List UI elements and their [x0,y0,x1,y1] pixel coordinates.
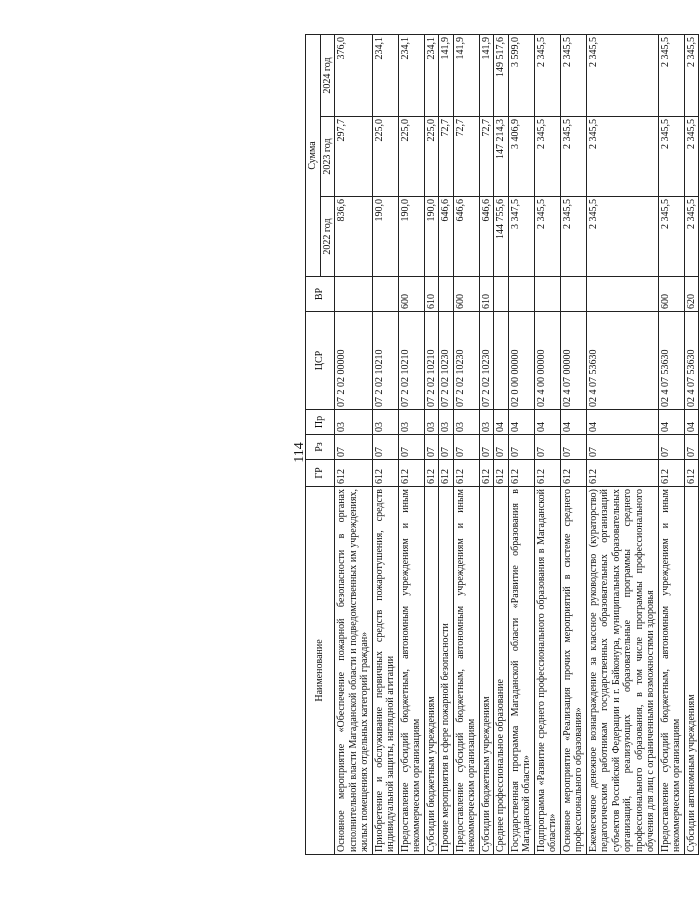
cell-vr [508,277,534,312]
cell-y2024: 234,1 [424,35,439,117]
cell-y2024: 2 345,5 [658,35,684,117]
cell-y2023: 2 345,5 [560,117,586,197]
cell-gr: 612 [560,460,586,487]
cell-name: Субсидии бюджетным учреждениям [424,487,439,855]
cell-vr [534,277,560,312]
cell-y2023: 2 345,5 [534,117,560,197]
cell-pr: 04 [560,410,586,435]
table-row [560,35,586,855]
cell-name: Предоставление субсидий бюджетным, автономным учреждениям и иным некоммерческим организациям [453,487,479,855]
cell-vr [560,277,586,312]
cell-rz: 07 [508,435,534,460]
header-2022: 2022 год [320,197,335,277]
cell-pr: 03 [439,410,454,435]
cell-name: Государственная программа Магаданской области «Развитие образования в Магаданской области» [508,487,534,855]
cell-pr: 03 [398,410,424,435]
cell-y2022: 144 755,6 [494,197,509,277]
cell-pr: 03 [479,410,494,435]
cell-rz: 07 [479,435,494,460]
cell-csr: 07 2 02 10230 [453,312,479,410]
cell-y2022: 2 345,5 [586,197,658,277]
cell-y2022: 646,6 [479,197,494,277]
table-row [439,35,454,855]
cell-y2023: 72,7 [479,117,494,197]
cell-y2023: 3 406,9 [508,117,534,197]
cell-pr: 04 [534,410,560,435]
cell-y2024: 141,9 [453,35,479,117]
cell-pr: 03 [335,410,373,435]
table-row [684,35,699,855]
table-row [424,35,439,855]
cell-y2022: 190,0 [424,197,439,277]
cell-name: Предоставление субсидий бюджетным, автономным учреждениям и иным некоммерческим организациям [398,487,424,855]
cell-rz: 07 [335,435,373,460]
table-row [508,35,534,855]
cell-rz: 07 [586,435,658,460]
cell-gr: 612 [479,460,494,487]
cell-y2023: 147 214,3 [494,117,509,197]
cell-y2024: 2 345,5 [534,35,560,117]
cell-gr: 612 [335,460,373,487]
cell-vr: 620 [684,277,699,312]
cell-y2024: 141,9 [439,35,454,117]
table-header [306,35,335,855]
table-row [372,35,398,855]
cell-y2023: 297,7 [335,117,373,197]
cell-gr: 612 [453,460,479,487]
cell-y2024: 234,1 [372,35,398,117]
cell-gr: 612 [424,460,439,487]
cell-y2024: 234,1 [398,35,424,117]
cell-vr [494,277,509,312]
cell-vr [372,277,398,312]
cell-rz: 07 [424,435,439,460]
table-row [586,35,658,855]
cell-vr: 610 [479,277,494,312]
cell-gr: 612 [372,460,398,487]
header-gr: ГР [306,460,335,487]
cell-name: Прочие мероприятия в сфере пожарной безопасности [439,487,454,855]
cell-y2024: 141,9 [479,35,494,117]
header-2023: 2023 год [320,117,335,197]
cell-gr: 612 [508,460,534,487]
cell-name: Основное мероприятие «Реализация прочих мероприятий в системе среднего профессионального образования» [560,487,586,855]
cell-y2022: 2 345,5 [684,197,699,277]
header-vr: ВР [306,277,335,312]
cell-y2023: 2 345,5 [586,117,658,197]
cell-vr [439,277,454,312]
table-body [335,35,699,855]
cell-rz: 07 [398,435,424,460]
cell-vr [335,277,373,312]
cell-y2022: 646,6 [439,197,454,277]
cell-pr: 04 [508,410,534,435]
cell-y2024: 2 345,5 [684,35,699,117]
budget-table [305,34,699,855]
page-number: 114 [292,442,307,463]
cell-gr: 612 [534,460,560,487]
table-row [335,35,373,855]
header-name: Наименование [306,487,335,855]
cell-y2023: 225,0 [424,117,439,197]
cell-csr: 02 0 00 00000 [508,312,534,410]
cell-pr: 04 [494,410,509,435]
header-rz: Рз [306,435,335,460]
cell-y2023: 225,0 [372,117,398,197]
cell-name: Субсидии автономным учреждениям [684,487,699,855]
cell-pr: 04 [684,410,699,435]
cell-y2023: 2 345,5 [658,117,684,197]
cell-csr: 02 4 07 53630 [586,312,658,410]
cell-y2024: 2 345,5 [586,35,658,117]
table-row [534,35,560,855]
cell-csr: 07 2 02 10210 [398,312,424,410]
cell-y2022: 190,0 [372,197,398,277]
header-2024: 2024 год [320,35,335,117]
cell-rz: 07 [453,435,479,460]
cell-gr: 612 [439,460,454,487]
cell-csr: 02 4 00 00000 [534,312,560,410]
cell-name: Основное мероприятие «Обеспечение пожарной безопасности в органах исполнительной власти Магаданской области и подведомственных им учреждениях, жилых помещениях отдельных категорий граждан» [335,487,373,855]
cell-y2022: 2 345,5 [534,197,560,277]
cell-y2023: 225,0 [398,117,424,197]
cell-rz: 07 [439,435,454,460]
cell-y2022: 646,6 [453,197,479,277]
cell-rz: 07 [658,435,684,460]
cell-gr: 612 [586,460,658,487]
cell-pr: 03 [372,410,398,435]
cell-vr [586,277,658,312]
cell-csr: 07 2 02 10230 [479,312,494,410]
table-row [479,35,494,855]
cell-y2022: 2 345,5 [658,197,684,277]
cell-y2024: 149 517,6 [494,35,509,117]
cell-pr: 04 [586,410,658,435]
cell-rz: 07 [684,435,699,460]
table-row [453,35,479,855]
cell-rz: 07 [534,435,560,460]
cell-csr [494,312,509,410]
cell-pr: 04 [658,410,684,435]
table-row [398,35,424,855]
cell-y2022: 3 347,5 [508,197,534,277]
cell-y2022: 2 345,5 [560,197,586,277]
cell-csr: 02 4 07 53630 [684,312,699,410]
cell-vr: 600 [398,277,424,312]
cell-name: Среднее профессиональное образование [494,487,509,855]
cell-csr: 07 2 02 10230 [439,312,454,410]
cell-y2024: 376,0 [335,35,373,117]
table-row [658,35,684,855]
cell-vr: 600 [453,277,479,312]
cell-name: Предоставление субсидий бюджетным, автономным учреждениям и иным некоммерческим организациям [658,487,684,855]
cell-csr: 07 2 02 10210 [424,312,439,410]
cell-name: Приобретение и обслуживание первичных средств пожаротушения, средств индивидуальной защиты, наглядной агитации [372,487,398,855]
header-csr: ЦСР [306,312,335,410]
header-pr: Пр [306,410,335,435]
cell-y2022: 836,6 [335,197,373,277]
cell-y2022: 190,0 [398,197,424,277]
cell-csr: 07 2 02 00000 [335,312,373,410]
cell-pr: 03 [453,410,479,435]
cell-csr: 07 2 02 10210 [372,312,398,410]
cell-gr: 612 [658,460,684,487]
cell-y2024: 3 599,0 [508,35,534,117]
cell-y2024: 2 345,5 [560,35,586,117]
cell-gr: 612 [684,460,699,487]
cell-rz: 07 [494,435,509,460]
cell-y2023: 72,7 [439,117,454,197]
cell-rz: 07 [372,435,398,460]
cell-name: Ежемесячное денежное вознаграждение за классное руководство (кураторство) педагогическим работникам государственных образовательных организаций субъектов Российской Федерации и г. Байконура, муниципальных образовательных организаций, реализующих образовательные программы среднего профессионального образования, в том числе программы профессионального обучения для лиц с ограниченными возможностями здоровья [586,487,658,855]
cell-y2023: 72,7 [453,117,479,197]
cell-pr: 03 [424,410,439,435]
cell-rz: 07 [560,435,586,460]
cell-vr: 610 [424,277,439,312]
header-sum: Сумма [306,35,321,277]
cell-csr: 02 4 07 00000 [560,312,586,410]
cell-gr: 612 [398,460,424,487]
cell-y2023: 2 345,5 [684,117,699,197]
cell-csr: 02 4 07 53630 [658,312,684,410]
table-row [494,35,509,855]
cell-vr: 600 [658,277,684,312]
cell-gr: 612 [494,460,509,487]
cell-name: Подпрограмма «Развитие среднего профессионального образования в Магаданской области» [534,487,560,855]
cell-name: Субсидии бюджетным учреждениям [479,487,494,855]
